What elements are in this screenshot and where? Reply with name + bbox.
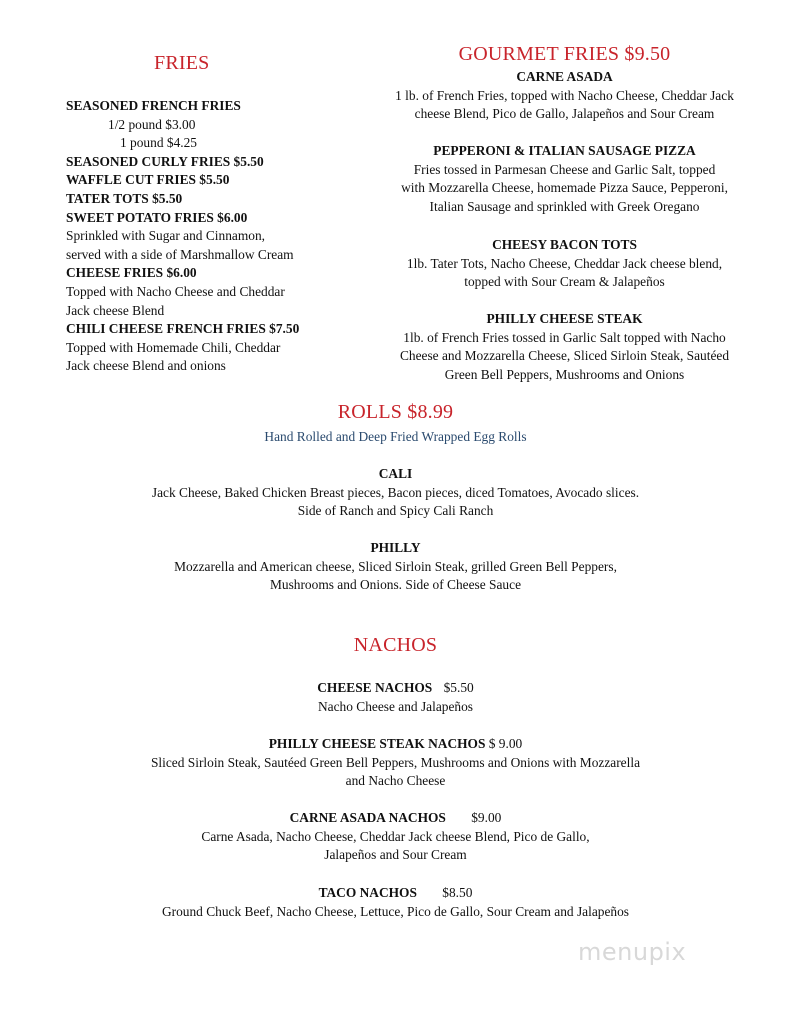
nachos-item-taco [0,884,791,921]
nachos-item-name: TACO NACHOS [318,885,417,900]
gourmet-item-desc: with Mozzarella Cheese, homemade Pizza Sauce, Pepperoni, [401,180,728,196]
nachos-item-desc: Nacho Cheese and Jalapeños [317,698,474,714]
gourmet-item-desc: 1 lb. of French Fries, topped with Nacho Cheese, Cheddar Jack [395,87,734,103]
rolls-item-desc: Side of Ranch and Spicy Cali Ranch [297,503,494,519]
nachos-item-desc: Jalapeños and Sour Cream [324,847,467,863]
gourmet-item-desc: Fries tossed in Parmesan Cheese and Garlic Salt, topped [413,161,716,177]
fries-item-10: Topped with Nacho Cheese and Cheddar [66,283,285,299]
fries-item-1: 1/2 pound $3.00 [108,116,196,132]
rolls-item-desc: Jack Cheese, Baked Chicken Breast pieces, Bacon pieces, diced Tomatoes, Avocado slices. [151,484,640,500]
gourmet-item-name: CHEESY BACON TOTS [492,237,637,252]
fries-item-7: Sprinkled with Sugar and Cinnamon, [66,228,265,244]
fries-item-14: Jack cheese Blend and onions [66,358,226,374]
nachos-item-price: $9.00 [471,810,502,825]
gourmet-item-name: PHILLY CHEESE STEAK [486,311,643,326]
nachos-item-desc: Sliced Sirloin Steak, Sautéed Green Bell Peppers, Mushrooms and Onions with Mozzarella [150,754,641,770]
gourmet-item-desc: Green Bell Peppers, Mushrooms and Onions [444,366,685,382]
nachos-item-name: PHILLY CHEESE STEAK NACHOS [268,736,486,751]
fries-item-3: SEASONED CURLY FRIES $5.50 [66,153,264,169]
gourmet-item-name: CARNE ASADA [516,69,613,84]
gourmet-item-desc: topped with Sour Cream & Jalapeños [464,274,665,290]
gourmet-item-philly [352,310,777,384]
gourmet-item-desc: 1lb. of French Fries tossed in Garlic Salt topped with Nacho [403,329,726,345]
nachos-item-desc: and Nacho Cheese [345,773,446,789]
gourmet-item-desc: 1lb. Tater Tots, Nacho Cheese, Cheddar Jack cheese blend, [406,255,723,271]
fries-item-4: WAFFLE CUT FRIES $5.50 [66,172,230,188]
gourmet-title: GOURMET FRIES $9.50 [458,43,671,65]
nachos-item-price: $8.50 [442,885,473,900]
nachos-title: NACHOS [353,634,438,656]
fries-item-12: CHILI CHEESE FRENCH FRIES $7.50 [66,321,300,337]
rolls-subtitle: Hand Rolled and Deep Fried Wrapped Egg Rolls [264,429,527,444]
nachos-item-desc: Carne Asada, Nacho Cheese, Cheddar Jack cheese Blend, Pico de Gallo, [201,828,590,844]
menupix-watermark [578,938,686,966]
gourmet-item-bacon-tots [352,236,777,292]
rolls-item-desc: Mozzarella and American cheese, Sliced Sirloin Steak, grilled Green Bell Peppers, [174,558,617,574]
gourmet-item-pizza [352,142,777,216]
rolls-item-philly [0,539,791,595]
nachos-item-name: CARNE ASADA NACHOS [289,810,446,825]
fries-item-5: TATER TOTS $5.50 [66,190,183,206]
watermark-text: menupix [578,938,687,966]
rolls-title: ROLLS $8.99 [337,401,454,423]
nachos-item-philly [0,735,791,791]
gourmet-item-desc: Cheese and Mozzarella Cheese, Sliced Sirloin Steak, Sautéed [399,348,730,364]
fries-item-0: SEASONED FRENCH FRIES [66,98,241,113]
nachos-item-price: $ 9.00 [488,736,523,751]
nachos-item-cheese [0,679,791,716]
rolls-item-cali [0,465,791,521]
fries-item-8: served with a side of Marshmallow Cream [66,246,294,262]
fries-list [66,97,356,376]
fries-item-9: CHEESE FRIES $6.00 [66,265,197,281]
rolls-item-name: PHILLY [370,540,421,555]
fries-item-11: Jack cheese Blend [66,302,165,318]
nachos-item-carne-asada [0,809,791,865]
gourmet-item-carne-asada [352,68,777,124]
fries-item-6: SWEET POTATO FRIES $6.00 [66,209,248,225]
gourmet-item-name: PEPPERONI & ITALIAN SAUSAGE PIZZA [433,143,696,158]
nachos-item-desc: Ground Chuck Beef, Nacho Cheese, Lettuce, Pico de Gallo, Sour Cream and Jalapeños [161,903,630,919]
rolls-item-name: CALI [378,466,413,481]
fries-title: FRIES [154,52,210,74]
rolls-item-desc: Mushrooms and Onions. Side of Cheese Sauce [269,577,522,593]
gourmet-item-desc: cheese Blend, Pico de Gallo, Jalapeños and Sour Cream [414,106,715,122]
nachos-item-price: $5.50 [443,680,474,695]
fries-item-13: Topped with Homemade Chili, Cheddar [66,339,281,355]
gourmet-item-desc: Italian Sausage and sprinkled with Greek Oregano [429,198,700,214]
nachos-item-name: CHEESE NACHOS [317,680,433,695]
fries-item-2: 1 pound $4.25 [120,135,197,151]
